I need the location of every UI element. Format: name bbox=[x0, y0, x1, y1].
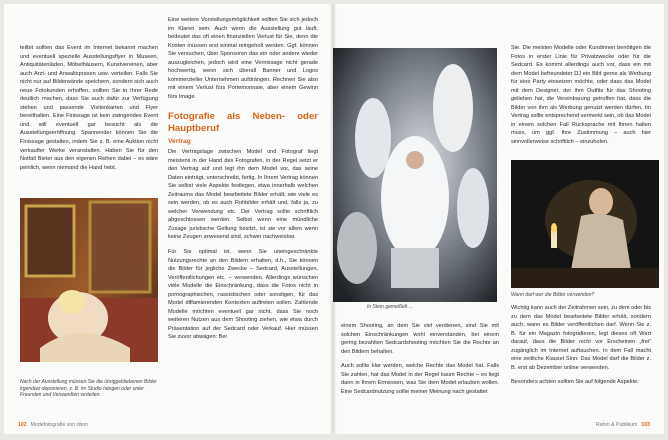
page-number: 102 bbox=[18, 422, 27, 428]
subsection-heading: Vertrag bbox=[168, 138, 191, 146]
paragraph-body-2: Für Sie optimal ist, wenn Sie uneingeschränkte Nutzungsrechte an den Bildern erhalten, d.h., Sie können die Bilder für jegliche Zwecke – Sedcard, Ausstellungen, Veröffentlichungen etc. – verwenden. Allerdings wünschen viele Modelle die Einschränkung, dass die Fotos nicht in pornographischen, rassistischen oder sonstigen, für das Model diffamierenden Kontexten auftreten sollen. Zahlende Modelle möchten eventuell gar nicht, dass Sie noch weiteren Nutzen aus dem Shooting ziehen, wie etwa durch Präsentation auf der Sedcard oder Verkauf. Hier müssen Sie zuvor abwägen: Bei bbox=[168, 248, 318, 341]
paragraph: Sie. Die meisten Modelle oder Kundinnen benötigen die Fotos in erster Linie für Privatzwecke oder für die Sedcard. Es kommt allerdings auch vor, dass ein mit dem Model befreundeter DJ ein Bild gerne als Werbung für eine Party einsetzen möchte, oder dass das Model mit dem Designer, der ihm Outfits für das Shooting geliehen hat, die Vereinbarung getroffen hat, dass die Bilder von ihm als Werbung genutzt werden dürfen. Im Vertrag sollte entsprechend vermerkt sein, ob das Model in einem solchen Fall Rücksprache mit Ihnen halten muss, um ggf. Ihre Zustimmung – auch hier sinnvollerweise schriftlich – einzuholen. bbox=[511, 45, 651, 146]
left-column-1 bbox=[20, 44, 158, 171]
running-title: Rahm & Publikum bbox=[595, 422, 638, 428]
paragraph-2: Auch sollte klar werden, welche Rechte das Model hat. Falls Sie zahlen, hat das Model in der Regel kaum Rechte – es liegt dann in Ihrem Ermessen, was Sie dem Model erlauben wollen. Eine Sedcardnutzung sollte meiner Meinung nach gestattet bbox=[341, 363, 499, 395]
right-folio bbox=[596, 422, 654, 428]
figure-caption-candle: Wann darf wer die Bilder verwenden? bbox=[511, 292, 595, 298]
page-number: 103 bbox=[641, 422, 650, 428]
paragraph-intro: Eine weitere Vorstellungsmöglichkeit sollten Sie sich jedoch im Klaren sein: Auch wenn die Ausstellung gut läuft, bedeutet das oft einen finanziellen Verlust für Sie, denn die Kosten müssen erst einmal reingeholt werden. Ggf. können Sie versuchen, über Sponsoren das ein oder andere wieder auszugleichen, jedoch wird eine Vernissage nicht gerade hochwertig, wenn sich überall Banner und Logos kommerzieller Unternehmen aufdrängen. Rechnen Sie also mit einem Verlust fürs Portemonnaie, aber einem Gewinn fürs Image. bbox=[168, 17, 318, 100]
paragraph: teilbit sollten das Event im Internet bekannt machen und eventuell spezielle Ausstellungsflyer in Museen, Antiquitätenläden, Möbelhäusern, Kunstvereinen, aber auch Arzt- und Anwaltspraxen usw. verteilen. Falls Sie nicht nur auf Bilderwände speichern, sondern sich auch neue Fotokunden erhoffen, sollten Sie in Ihrer Rede deutlich machen, dass Sie auch dafür zur Verfügung stehen und passende Visitenkarten und Flyer bereithalten. Eine Finissage ist kein zwingendes Event und will eventuell gar besucht als die Ausstellungseröffnung. Spannender können Sie die Finissage gestalten, indem Sie z. B. eine Auktion nicht verkaufter Werke veranstalten. Haben Sie für den Notfall Bieter aus den eigenen Reihen dabei – es wäre peinlich, wenn niemand die Hand hebt. bbox=[20, 45, 158, 171]
photo-stone-statues-image bbox=[333, 48, 497, 302]
figure-caption-statues: In Stein gemeißelt ... bbox=[367, 304, 413, 310]
left-folio bbox=[14, 422, 88, 428]
photo-model-with-candle bbox=[511, 160, 659, 288]
paragraph: Wichtig kann auch der Zeitrahmen sein, zu dem oder bis zu dem das Model bearbeitete Bilder erhält, sondern auch, wann es Bilder veröffentlichen darf. Wenn Sie z. B. für ein Magazin fotografieren, legt dieses oft Wert darauf, dass die Bilder nicht vor Erscheinen „frei“ zugänglich im Internet auftauchen. In dem Fall macht eine zeitliche Klausel Sinn: Das Model darf die Bilder z. B. erst ab Dezember online verwenden. bbox=[511, 305, 651, 371]
photo-model-on-carpet bbox=[20, 198, 158, 362]
right-column-mid bbox=[341, 322, 499, 418]
section-heading: Fotografie als Neben- oder Hauptberuf bbox=[168, 111, 318, 134]
paragraph: einem Shooting, an dem Sie viel verdienen, sind Sie mit solchen Einschränkungen wohl einverstanden, bei einem gering bezahlten Sedcardshooting möchten Sie die Rechte an den Bildern behalten. bbox=[341, 323, 499, 355]
photo-model-with-candle-image bbox=[511, 160, 659, 288]
photo-model-on-carpet-image bbox=[20, 198, 158, 362]
running-title: Modefotografie von oben bbox=[30, 422, 89, 428]
left-page bbox=[4, 4, 329, 434]
right-column-top bbox=[511, 44, 651, 162]
right-column-bottom bbox=[511, 304, 651, 418]
figure-caption-left: Nach der Ausstellung müssen Sie die übriggebliebenen Bilder irgendwo deponieren, z. B. im Studio hängen oder unter Freunden und Verwandten verteilen. bbox=[20, 379, 157, 399]
paragraph-body: Die Vertragslage zwischen Model und Fotograf liegt meistens in der Hand des Fotografen, in der Regel setzt er den Vertrag auf und legt ihn dem Model vor, das seine Daten einträgt, unterschreibt, fertig. In Ihrem Vertrag können Sie selbst viele Aspekte festlegen, etwa innerhalb welchen Zeitraums das Model bearbeitete Bilder erhält, wie viele es sein werden, ob es auch Rohbilder erhält und, falls ja, zu welcher Verwendung etc. Der Vertrag sollte schriftlich abgeschlossen werden. Selbst wenn eine mündliche Zusage juristische Geltung besitzt, ist sie vor allem wenn keine Zeugen anwesend sind, schwer nachweisbar. bbox=[168, 148, 318, 241]
paragraph-2: Besonders achten sollten Sie auf folgende Aspekte: bbox=[511, 379, 639, 386]
left-column-2 bbox=[168, 16, 318, 416]
photo-stone-statues bbox=[333, 48, 497, 302]
right-page bbox=[337, 4, 664, 434]
